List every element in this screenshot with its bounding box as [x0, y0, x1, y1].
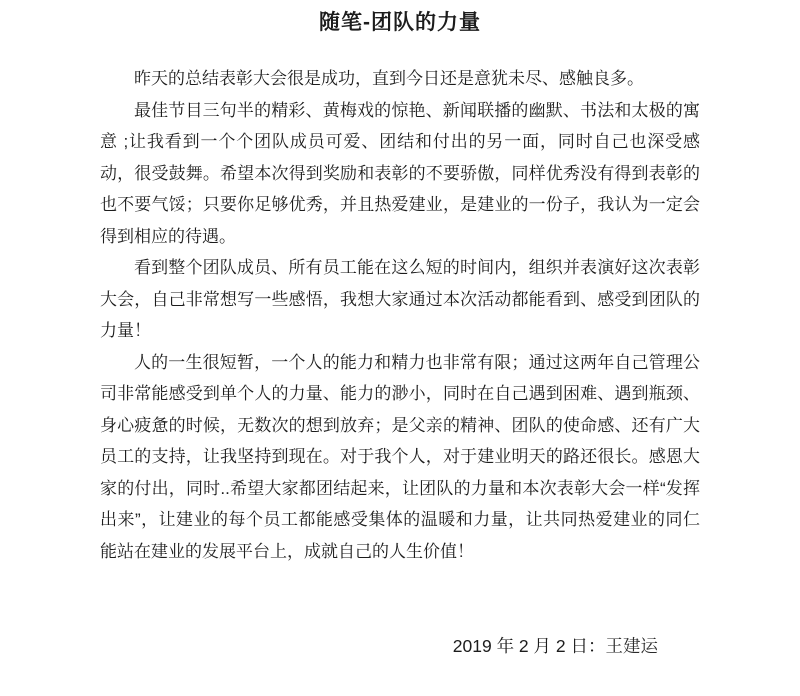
- paragraph-1: 昨天的总结表彰大会很是成功，直到今日还是意犹未尽、感触良多。: [134, 69, 644, 88]
- signature-date: 2019 年 2 月 2 日：: [452, 636, 606, 656]
- document-title: 随笔-团队的力量: [319, 11, 481, 34]
- signature-line: [100, 631, 700, 663]
- document-body: [100, 63, 700, 567]
- signature-author-name: 王建运: [605, 636, 658, 656]
- paragraph-4: 人的一生很短暂，一个人的能力和精力也非常有限；通过这两年自己管理公司非常能感受到单个人的力量、能力的渺小，同时在自己遇到困难、遇到瓶颈、身心疲惫的时候，无数次的想到放弃；是父亲的精神、团队的使命感、还有广大员工的支持，让我坚持到现在。对于我个人，对于建业明天的路还很长。感恩大家的付出，同时..希望大家都团结起来，让团队的力量和本次表彰大会一样“发挥出来”，让建业的每个员工都能感受集体的温暖和力量，让共同热爱建业的同仁能站在建业的发展平台上，成就自己的人生价值！: [100, 352, 700, 561]
- paragraph-2: 最佳节目三句半的精彩、黄梅戏的惊艳、新闻联播的幽默、书法和太极的寓意 ;让我看到一个个团队成员可爱、团结和付出的另一面，同时自己也深受感动，很受鼓舞。希望本次得到奖励和表彰的不要骄傲，同样优秀没有得到表彰的也不要气馁；只要你足够优秀，并且热爱建业，是建业的一份子，我认为一定会得到相应的待遇。: [100, 100, 700, 246]
- paragraph-3: 看到整个团队成员、所有员工能在这么短的时间内，组织并表演好这次表彰大会，自己非常想写一些感悟，我想大家通过本次活动都能看到、感受到团队的力量！: [100, 258, 700, 340]
